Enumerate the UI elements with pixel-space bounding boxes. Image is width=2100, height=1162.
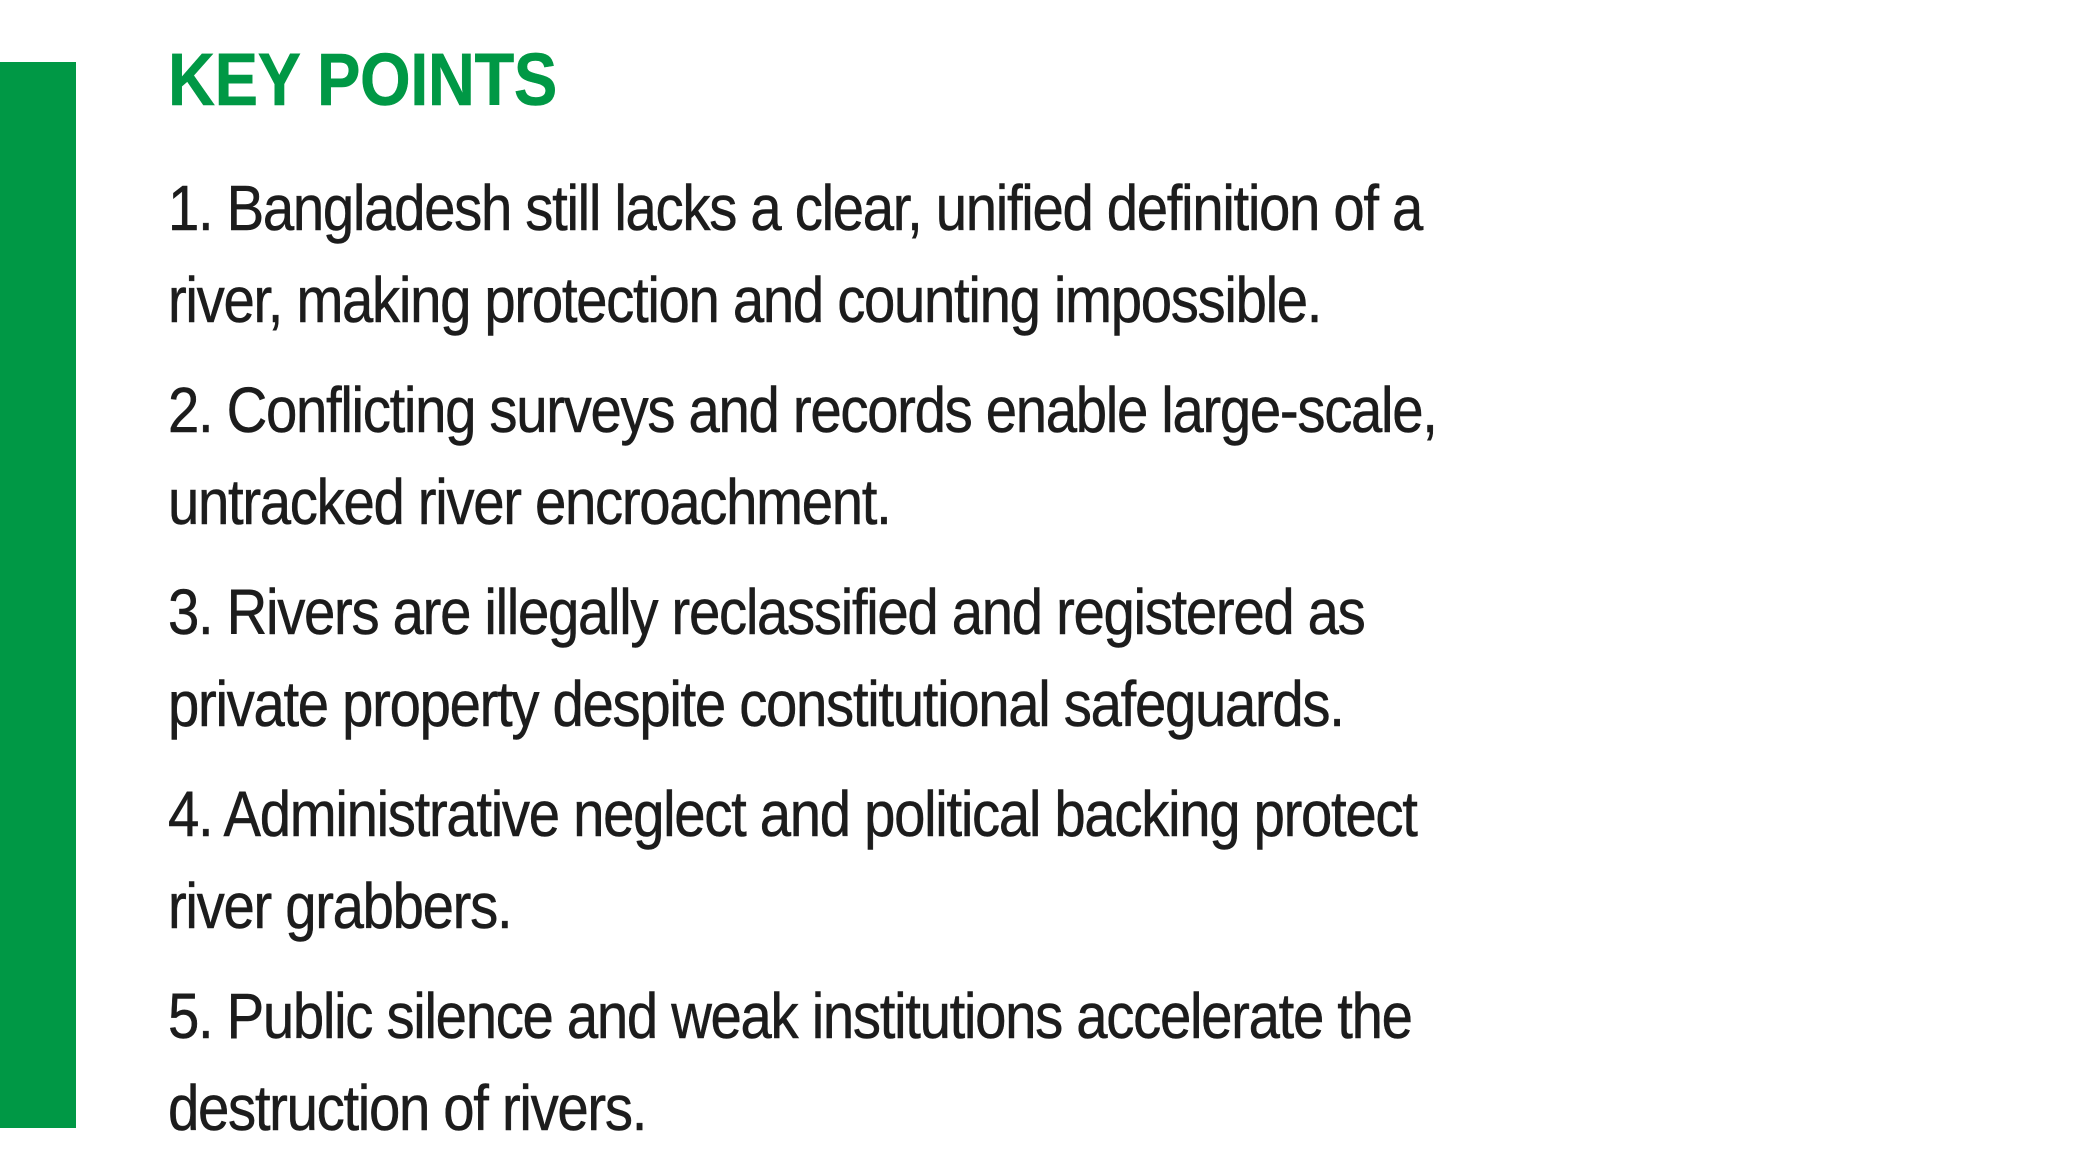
key-point-line: untracked river encroachment. xyxy=(168,466,891,538)
key-point-line: 4. Administrative neglect and political backing protect xyxy=(168,778,1417,850)
accent-bar xyxy=(0,62,76,1128)
key-point-line: 1. Bangladesh still lacks a clear, unified definition of a xyxy=(168,172,1423,244)
key-point-line: 3. Rivers are illegally reclassified and registered as xyxy=(168,576,1365,648)
key-point-line: river grabbers. xyxy=(168,870,512,942)
key-points-heading: KEY POINTS xyxy=(168,38,557,121)
key-point-item xyxy=(168,566,2016,750)
key-point-item xyxy=(168,364,2016,548)
key-point-line: private property despite constitutional safeguards. xyxy=(168,668,1344,740)
key-point-line: river, making protection and counting impossible. xyxy=(168,264,1322,336)
key-points-content xyxy=(168,40,2016,1162)
key-point-item xyxy=(168,162,2016,346)
key-point-line: 2. Conflicting surveys and records enable large-scale, xyxy=(168,374,1437,446)
key-point-item xyxy=(168,970,2016,1154)
key-point-line: 5. Public silence and weak institutions accelerate the xyxy=(168,980,1412,1052)
key-point-line: destruction of rivers. xyxy=(168,1072,647,1144)
key-point-item xyxy=(168,768,2016,952)
